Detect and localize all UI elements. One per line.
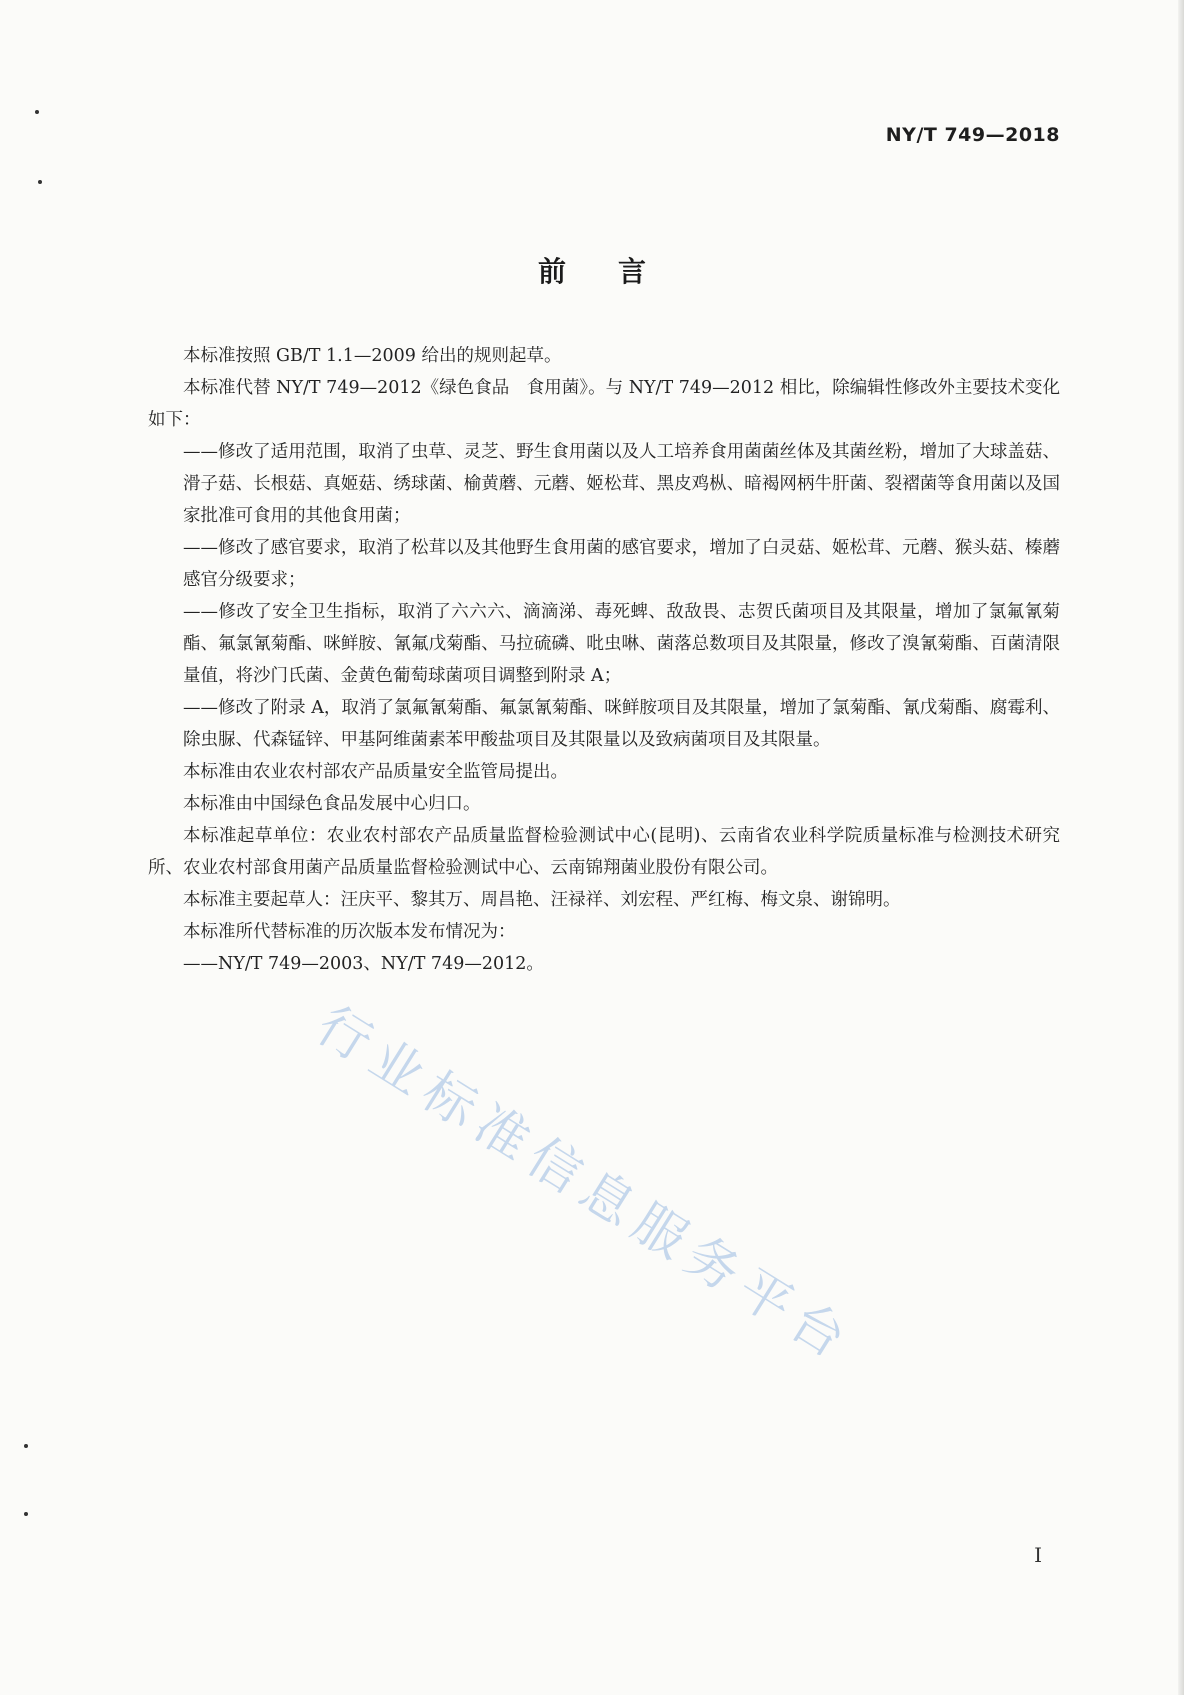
scan-mark [24,1512,28,1516]
paragraph: 本标准代替 NY/T 749—2012《绿色食品 食用菌》。与 NY/T 749—2012 相比，除编辑性修改外主要技术变化如下： [148,378,1060,430]
watermark: 行业标准信息服务平台 [306,995,864,1375]
change-item: ——修改了安全卫生指标，取消了六六六、滴滴涕、毒死蜱、敌敌畏、志贺氏菌项目及其限量，增加了氯氟氰菊酯、氟氯氰菊酯、咪鲜胺、氰氟戊菊酯、马拉硫磷、吡虫啉、菌落总数项目及其限量，修改了溴氰菊酯、百菌清限量值，将沙门氏菌、金黄色葡萄球菌项目调整到附录 A； [183,602,1060,686]
change-item: ——修改了适用范围，取消了虫草、灵芝、野生食用菌以及人工培养食用菌菌丝体及其菌丝粉，增加了大球盖菇、滑子菇、长根菇、真姬菇、绣球菌、榆黄蘑、元蘑、姬松茸、黑皮鸡枞、暗褐网柄牛肝菌、裂褶菌等食用菌以及国家批准可食用的其他食用菌； [183,442,1060,526]
page-title: 前言 [537,255,698,288]
foreword-body [148,340,1060,980]
document-number: NY/T 749—2018 [885,124,1060,146]
paragraph: ——NY/T 749—2003、NY/T 749—2012。 [183,954,544,974]
scan-mark [38,180,42,184]
paragraph: 本标准由农业农村部农产品质量安全监管局提出。 [183,762,568,782]
scan-mark [35,110,39,114]
page-number: I [1034,1543,1042,1567]
paragraph: 本标准按照 GB/T 1.1—2009 给出的规则起草。 [183,346,562,366]
change-item: ——修改了感官要求，取消了松茸以及其他野生食用菌的感官要求，增加了白灵菇、姬松茸、元蘑、猴头菇、榛蘑感官分级要求； [183,538,1060,590]
paragraph: 本标准所代替标准的历次版本发布情况为： [183,922,516,942]
paragraph: 本标准主要起草人：汪庆平、黎其万、周昌艳、汪禄祥、刘宏程、严红梅、梅文泉、谢锦明。 [183,890,901,910]
paragraph: 本标准由中国绿色食品发展中心归口。 [183,794,481,814]
scan-mark [24,1444,28,1448]
change-item: ——修改了附录 A，取消了氯氟氰菊酯、氟氯氰菊酯、咪鲜胺项目及其限量，增加了氯菊酯、氰戊菊酯、腐霉利、除虫脲、代森锰锌、甲基阿维菌素苯甲酸盐项目及其限量以及致病菌项目及其限量。 [183,698,1060,750]
paragraph: 本标准起草单位：农业农村部农产品质量监督检验测试中心(昆明)、云南省农业科学院质量标准与检测技术研究所、农业农村部食用菌产品质量监督检验测试中心、云南锦翔菌业股份有限公司。 [148,826,1060,878]
